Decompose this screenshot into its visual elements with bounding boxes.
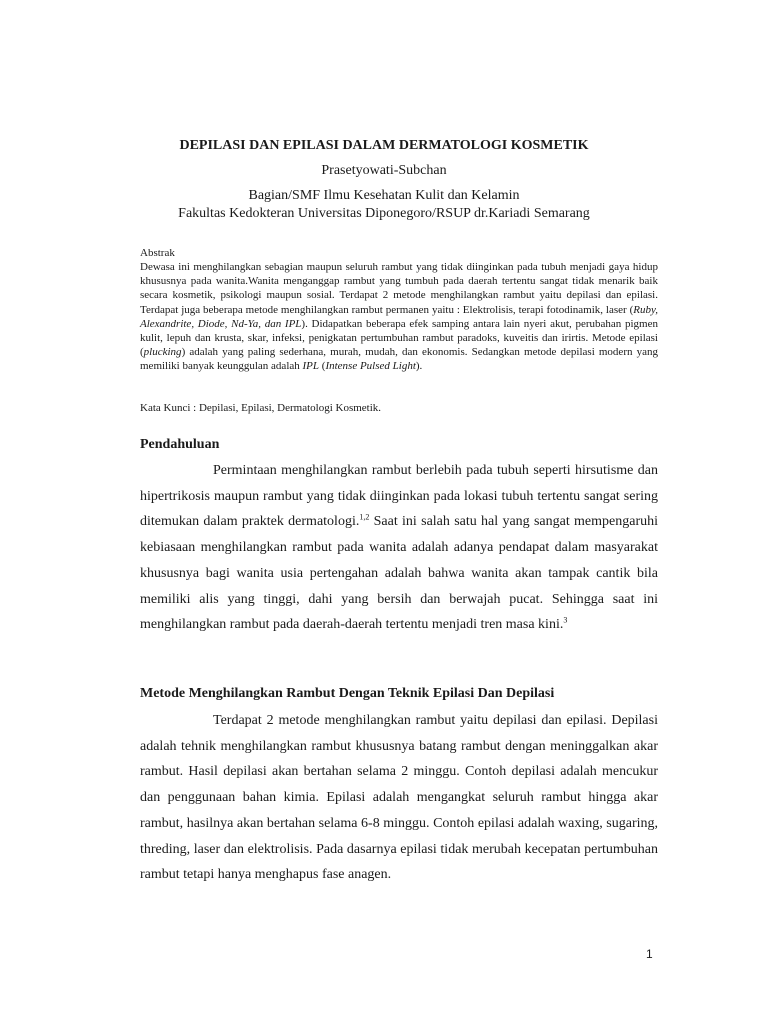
- abstract-italic-ipl-full: Intense Pulsed Light: [325, 360, 416, 373]
- paper-title: DEPILASI DAN EPILASI DALAM DERMATOLOGI KOSMETIK: [179, 138, 589, 153]
- author-name: Prasetyowati-Subchan: [321, 163, 447, 178]
- abstract-text-part: ).: [415, 360, 423, 373]
- abstract-text-part: ) adalah yang paling sederhana, murah, mudah, dan ekonomis. Sedangkan metode depilasi modern yang memiliki banyak keunggulan adalah: [140, 346, 658, 373]
- citation-superscript: 3: [563, 615, 568, 625]
- section-heading-pendahuluan: Pendahuluan: [140, 437, 220, 452]
- section-paragraph-metode: Terdapat 2 metode menghilangkan rambut yaitu depilasi dan epilasi. Depilasi adalah tehnik menghilangkan rambut khususnya batang rambut dengan meninggalkan akar rambut. Hasil depilasi akan bertahan selama 2 minggu. Contoh depilasi adalah mencukur dan penggunaan bahan kimia. Epilasi adalah mengangkat seluruh rambut hingga akar rambut, hasilnya akan bertahan selama 6-8 minggu. Contoh epilasi adalah waxing, sugaring, threding, laser dan elektrolisis. Pada dasarnya epilasi tidak merubah kecepatan pertumbuhan rambut tetapi hanya menghapus fase anagen.: [140, 713, 658, 883]
- abstract-heading: Abstrak: [140, 247, 175, 259]
- abstract-italic-laser-types: Ruby, Alexandrite, Diode, Nd-Ya, dan IPL: [140, 303, 658, 330]
- abstract-text-part: Dewasa ini menghilangkan sebagian maupun seluruh rambut yang tidak diinginkan pada tubuh menjadi gaya hidup khususnya pada wanita.Wanita menganggap rambut yang tumbuh pada daerah tertentu sangat tidak menarik baik secara kosmetik, psikologi maupun sosial. Terdapat 2 metode menghilangkan rambut yaitu depilasi dan epilasi. Terdapat juga beberapa metode menghilangkan rambut permanen yaitu : Elektrolisis, terapi fotodinamik, laser (: [140, 261, 658, 316]
- abstract-italic-plucking: plucking: [143, 346, 182, 359]
- citation-superscript: 1,2: [359, 512, 370, 522]
- affiliation-institution: Fakultas Kedokteran Universitas Diponegoro/RSUP dr.Kariadi Semarang: [178, 206, 590, 221]
- affiliation-department: Bagian/SMF Ilmu Kesehatan Kulit dan Kelamin: [248, 188, 520, 203]
- page-number: 1: [646, 947, 653, 961]
- paragraph-text-part: Saat ini salah satu hal yang sangat mempengaruhi kebiasaan menghilangkan rambut pada wanita adalah adanya pendapat dalam masyarakat khususnya bagi wanita usia pertengahan adalah bahwa wanita akan tampak cantik bila memiliki alis yang tinggi, dahi yang bersih dan berwajah pucat. Sehingga saat ini menghilangkan rambut pada daerah-daerah tertentu menjadi tren masa kini.: [140, 514, 658, 633]
- abstract-italic-ipl: IPL: [302, 360, 320, 373]
- keywords: Kata Kunci : Depilasi, Epilasi, Dermatologi Kosmetik.: [140, 402, 382, 414]
- abstract-text-part: (: [319, 360, 326, 373]
- abstract-text-part: ). Didapatkan beberapa efek samping antara lain nyeri akut, perubahan pigmen kulit, lepuh dan krusta, skar, infeksi, penigkatan pertumbuhan rambut paradoks, kuveitis dan irirtis. Metode epilasi (: [140, 317, 658, 359]
- paragraph-text-part: Permintaan menghilangkan rambut berlebih pada tubuh seperti hirsutisme dan hipertrikosis maupun rambut yang tidak diinginkan pada lokasi tubuh tertentu sangat sering ditemukan dalam praktek dermatologi.: [140, 463, 658, 530]
- section-paragraph-pendahuluan: [140, 458, 658, 638]
- abstract-text: [140, 260, 658, 374]
- section-heading-metode: Metode Menghilangkan Rambut Dengan Teknik Epilasi Dan Depilasi: [140, 686, 555, 701]
